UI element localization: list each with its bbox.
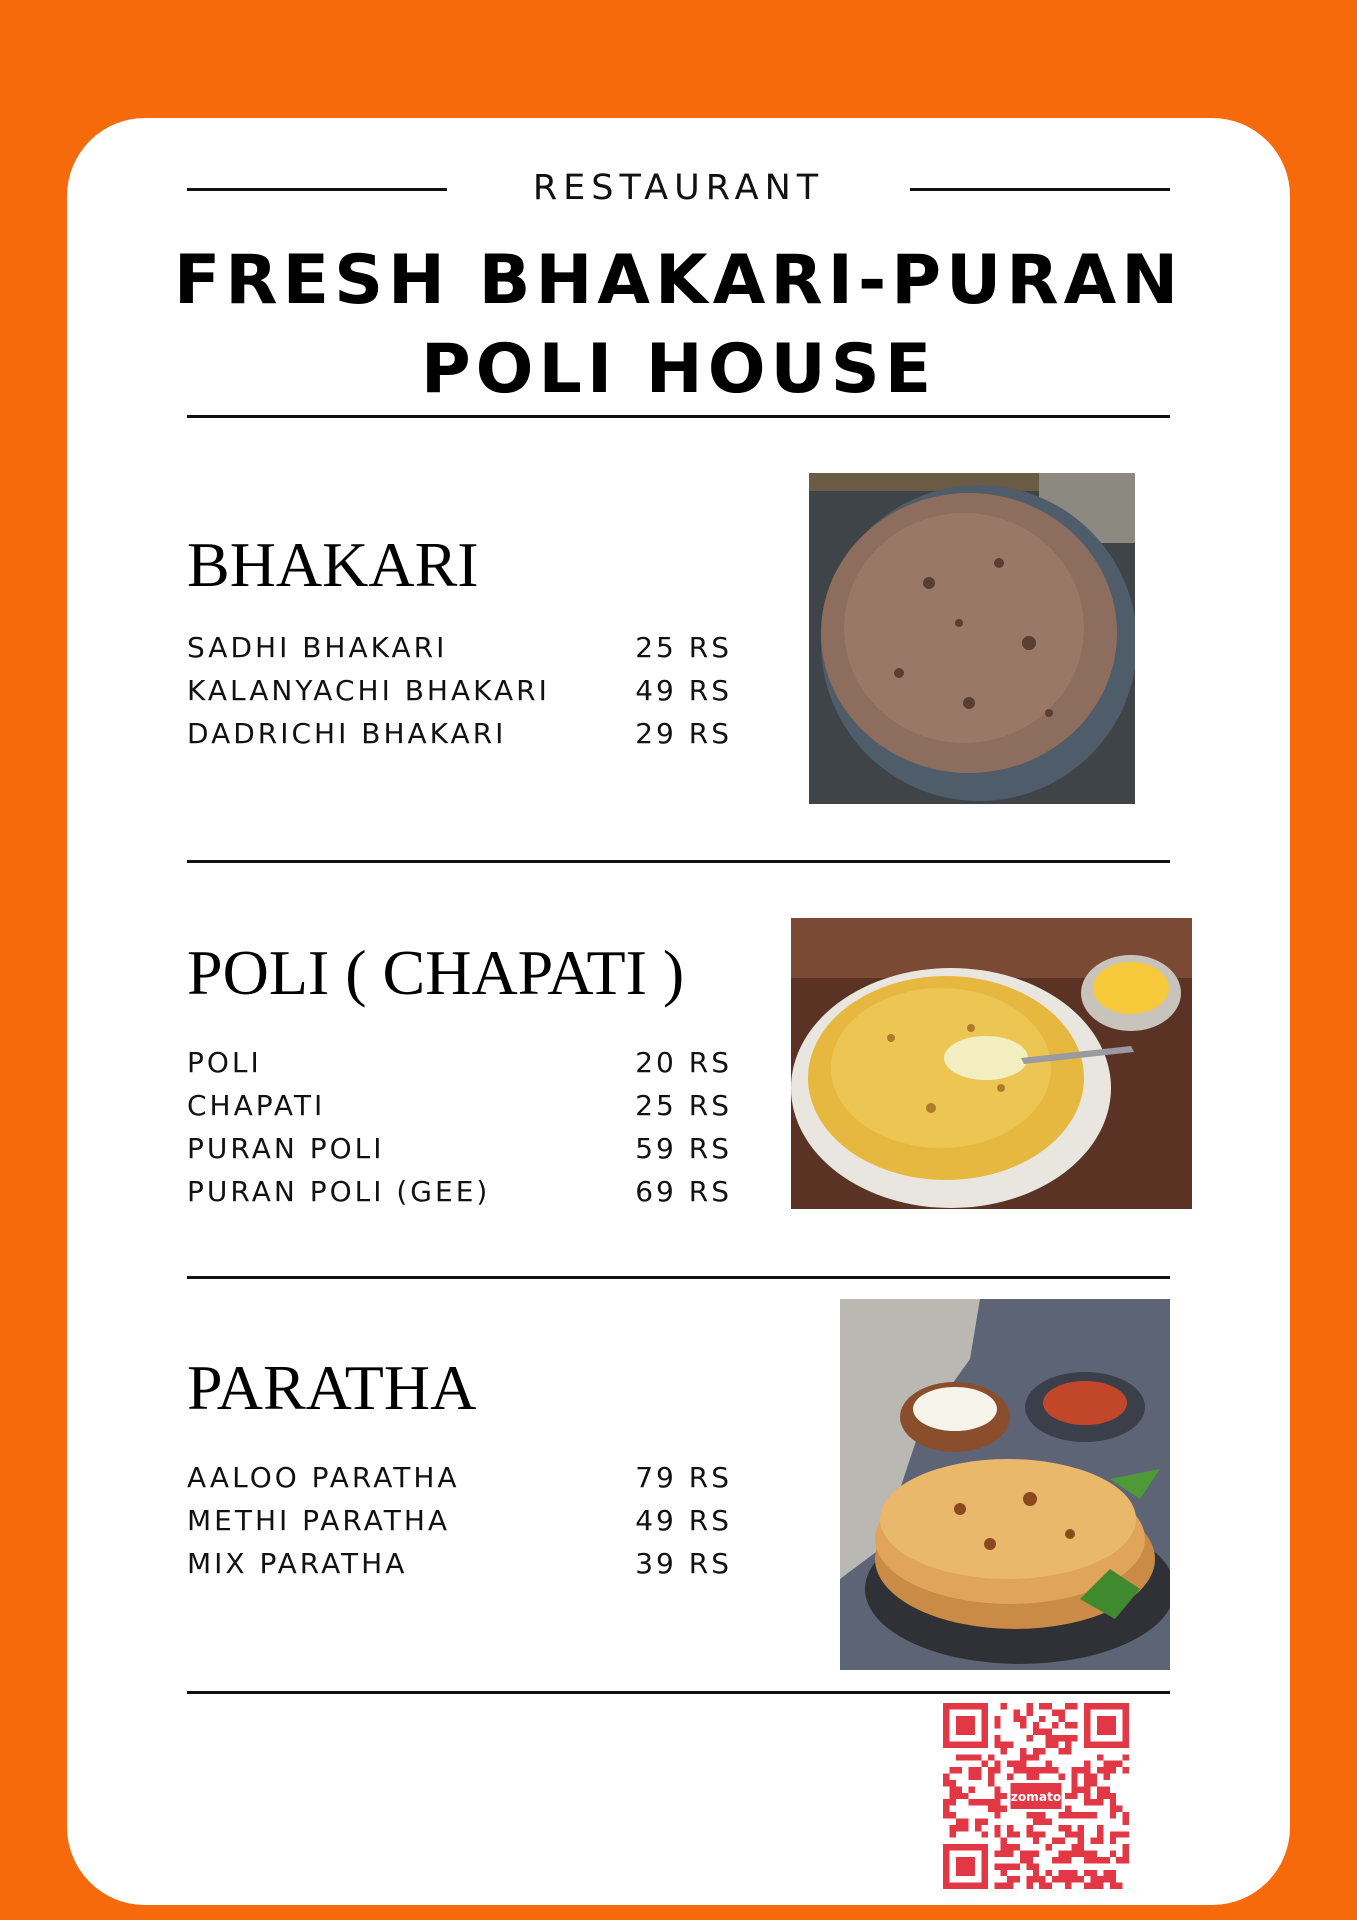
- item-name: CHAPATI: [187, 1089, 326, 1122]
- poli-item-list: [187, 1041, 732, 1213]
- puran-poli-photo: [791, 918, 1192, 1209]
- menu-item: [187, 1127, 732, 1170]
- header-rule-right: [910, 188, 1170, 191]
- zomato-qr-code[interactable]: [943, 1703, 1129, 1889]
- item-name: MIX PARATHA: [187, 1547, 408, 1580]
- menu-item: [187, 626, 732, 669]
- item-name: PURAN POLI: [187, 1132, 385, 1165]
- zomato-logo-text: zomato: [1010, 1790, 1062, 1805]
- section-divider: [187, 1276, 1170, 1279]
- bhakari-item-list: [187, 626, 732, 755]
- item-price: 20 RS: [635, 1046, 732, 1079]
- item-price: 25 RS: [635, 631, 732, 664]
- header-divider: [187, 415, 1170, 418]
- bhakari-photo: [809, 473, 1135, 804]
- item-price: 49 RS: [635, 674, 732, 707]
- item-price: 49 RS: [635, 1504, 732, 1537]
- item-name: DADRICHI BHAKARI: [187, 717, 507, 750]
- menu-item: [187, 1084, 732, 1127]
- item-price: 39 RS: [635, 1547, 732, 1580]
- item-name: AALOO PARATHA: [187, 1461, 460, 1494]
- footer-divider: [187, 1691, 1170, 1694]
- paratha-item-list: [187, 1456, 732, 1585]
- item-name: PURAN POLI (GEE): [187, 1175, 491, 1208]
- menu-item: [187, 712, 732, 755]
- item-price: 25 RS: [635, 1089, 732, 1122]
- menu-item: [187, 669, 732, 712]
- item-price: 29 RS: [635, 717, 732, 750]
- menu-item: [187, 1542, 732, 1585]
- restaurant-name: FRESH BHAKARI-PURAN POLI HOUSE: [173, 241, 1184, 409]
- item-name: SADHI BHAKARI: [187, 631, 448, 664]
- menu-item: [187, 1041, 732, 1084]
- item-name: KALANYACHI BHAKARI: [187, 674, 550, 707]
- menu-item: [187, 1170, 732, 1213]
- item-price: 59 RS: [635, 1132, 732, 1165]
- menu-item: [187, 1499, 732, 1542]
- item-name: POLI: [187, 1046, 262, 1079]
- restaurant-label: RESTAURANT: [532, 168, 825, 208]
- section-divider: [187, 860, 1170, 863]
- section-title-paratha: PARATHA: [187, 1352, 477, 1423]
- menu-item: [187, 1456, 732, 1499]
- section-title-bhakari: BHAKARI: [187, 529, 479, 600]
- paratha-photo: [840, 1299, 1170, 1670]
- item-price: 79 RS: [635, 1461, 732, 1494]
- item-price: 69 RS: [635, 1175, 732, 1208]
- section-title-poli: POLI ( CHAPATI ): [187, 937, 685, 1008]
- item-name: METHI PARATHA: [187, 1504, 451, 1537]
